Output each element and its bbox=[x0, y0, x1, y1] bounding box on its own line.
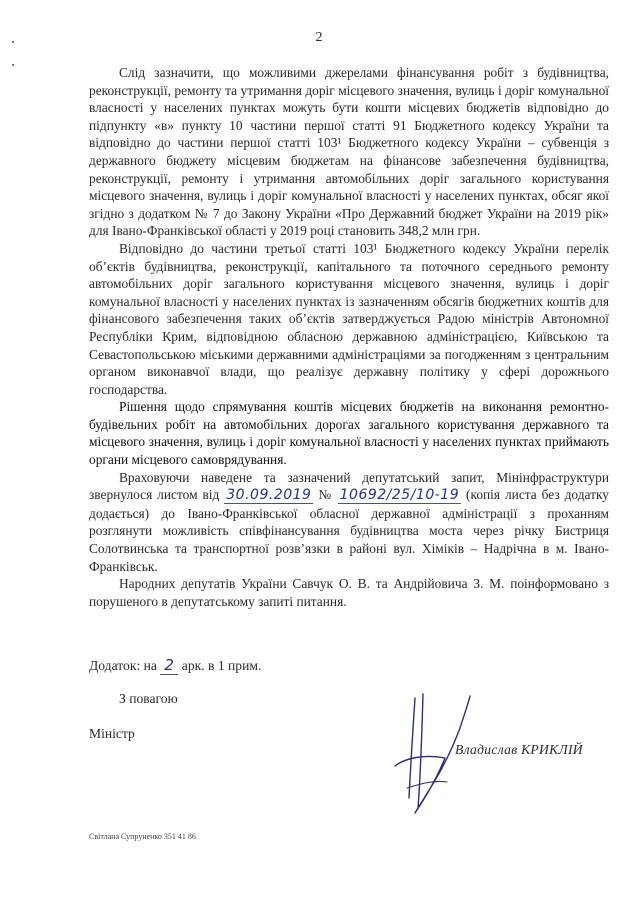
paragraph-approval-procedure: Відповідно до частини третьої статті 103¹ Бюджетного кодексу України перелік об’єктів будівництва, реконструкції, капітального та поточного середнього ремонту автомобільних доріг загального користування місцевого значення, вулиць і доріг комунальної власності у населених пунктах із зазначенням обсягів бюджетних коштів для фінансового забезпечення таких об’єктів затверджується Радою міністрів Автономної Республіки Крим, відповідною обласною державною адміністрацією, Київською та Севастопольською міськими державними адміністраціями за погодженням з центральним органом виконавчої влади, що реалізує державну політику у сфері дорожнього господарства. bbox=[89, 240, 609, 397]
attachment-line bbox=[89, 656, 261, 674]
paragraph-local-decision: Рішення щодо спрямування коштів місцевих бюджетів на виконання ремонтно-будівельних робіт на автомобільних дорогах загального користування державного та місцевого значення, вулиць і доріг комунальної власності у населених пунктах приймають органи місцевого самоврядування. bbox=[89, 399, 609, 468]
letter-date-handwritten: 30.09.2019 bbox=[226, 487, 312, 504]
paragraph-ministry-request bbox=[89, 469, 609, 576]
attachment-suffix: арк. в 1 прим. bbox=[181, 658, 262, 673]
paragraph-funding-sources: Слід зазначити, що можливими джерелами фінансування робіт з будівництва, реконструкції, ремонту та утримання доріг місцевого значення, вулиць і доріг комунальної власності у населених пунктах можуть бути кошти місцевих бюджетів відповідно до підпункту «в» пункту 10 частини першої статті 91 Бюджетного кодексу України та відповідно до частини першої статті 103¹ Бюджетного кодексу України – субвенція з державного бюджету місцевим бюджетам на фінансове забезпечення будівництва, реконструкції, ремонту і утримання автомобільних доріг загального користування місцевого значення, вулиць і доріг комунальної власності у населених пунктах, обсяг якої згідно з додатком № 7 до Закону України «Про Державний бюджет України на 2019 рік» для Івано-Франківської області у 2019 році становить 348,2 млн грн. bbox=[89, 65, 609, 239]
executor-contact: Світлана Супруненко 351 41 86 bbox=[89, 832, 196, 841]
position-title: Міністр bbox=[89, 726, 135, 741]
signer-name: Владислав КРИКЛІЙ bbox=[455, 742, 583, 757]
letter-body bbox=[89, 64, 609, 610]
request-number-sign: № bbox=[318, 487, 333, 503]
handwritten-signature bbox=[385, 688, 475, 828]
margin-dot bbox=[12, 64, 14, 66]
request-text-2: (копія листа без додатку додається) до Івано-Франківської обласної державної адміністрації з проханням розглянути можливість співфінансування будівництва моста через річку Бистриця Солотвинська та транспортної розв’язки в районі вул. Хіміків – Надрічна в м. Івано-Франківськ. bbox=[89, 487, 609, 574]
page-number: 2 bbox=[315, 30, 323, 45]
attachment-count-handwritten: 2 bbox=[160, 656, 178, 675]
closing-regards: З повагою bbox=[119, 691, 178, 706]
letter-number-handwritten: 10692/25/10-19 bbox=[339, 487, 460, 504]
attachment-prefix: Додаток: на bbox=[89, 658, 157, 673]
margin-dot bbox=[12, 41, 14, 43]
request-text-1: Враховуючи наведене та зазначений депутатський запит, Мінінфраструктури звернулося листом від bbox=[89, 469, 609, 503]
paragraph-deputies-informed: Народних депутатів України Савчук О. В. та Андрійовича З. М. поінформовано з порушеного в депутатському запиті питання. bbox=[89, 576, 609, 609]
